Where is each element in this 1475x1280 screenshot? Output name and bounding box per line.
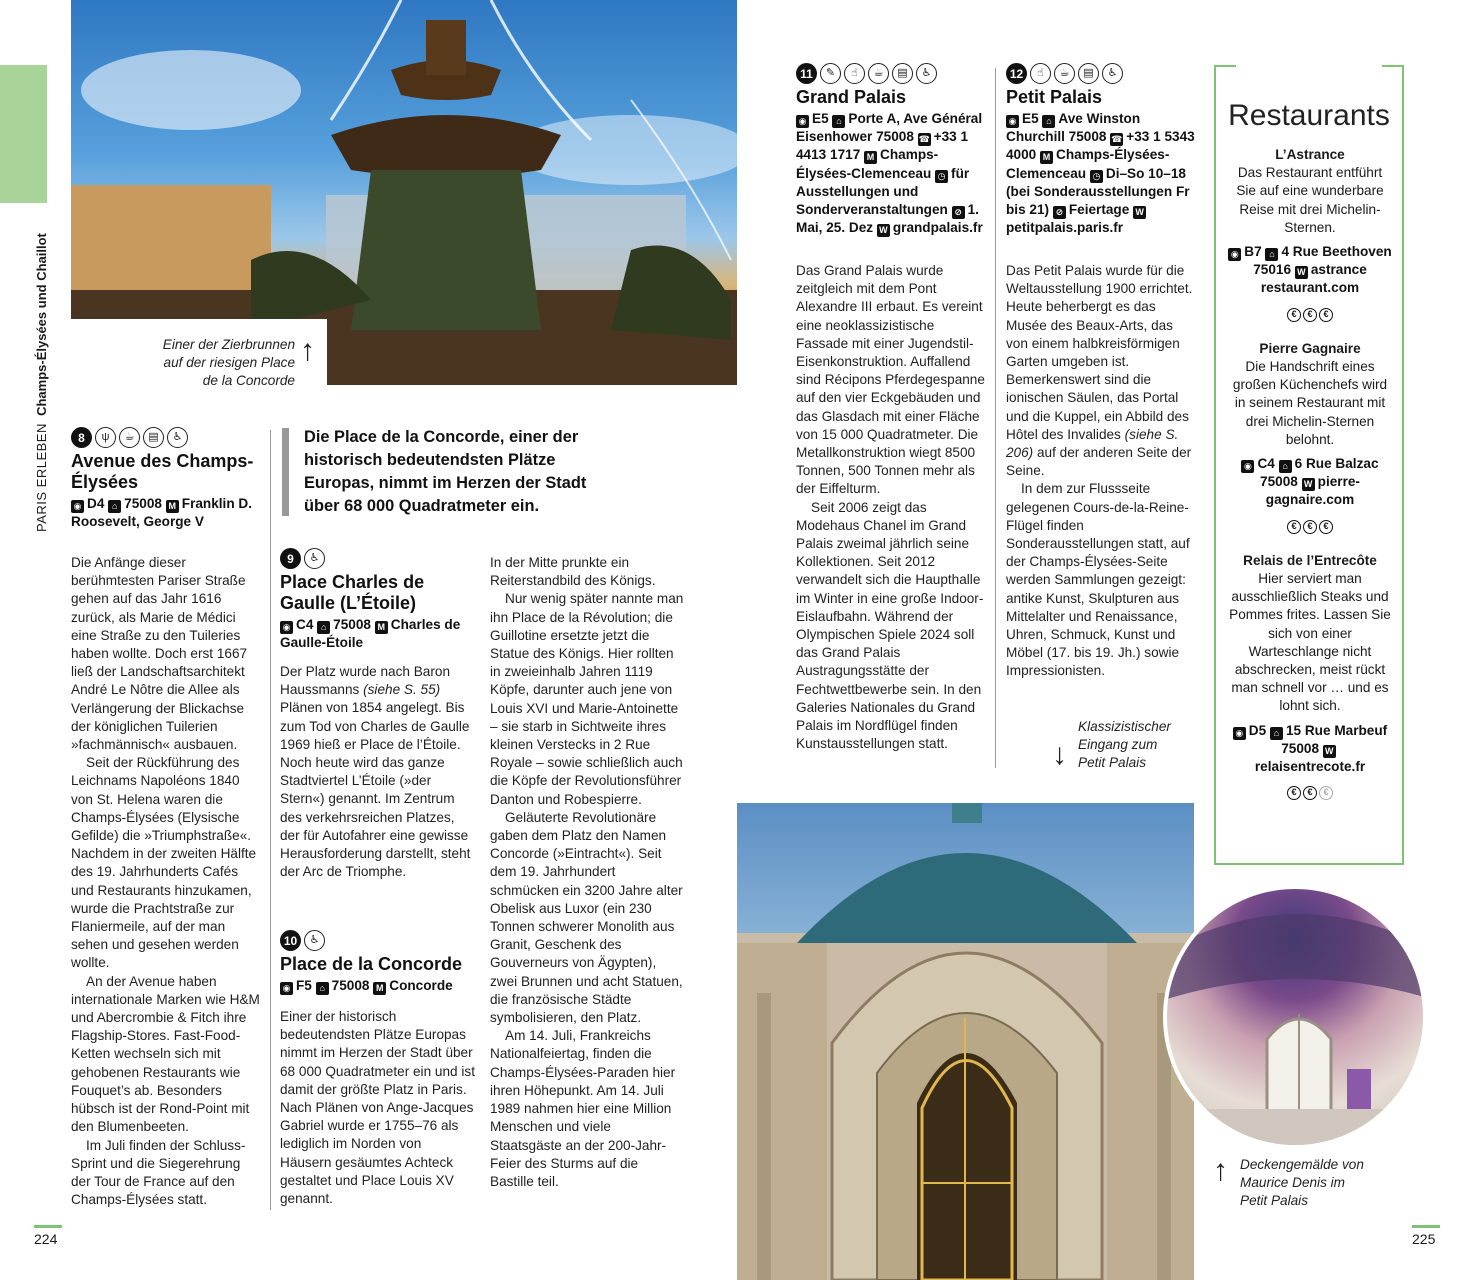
text: auf der anderen Seite der Seine.: [1006, 445, 1192, 479]
web-icon: W: [1133, 206, 1146, 219]
metro-icon: M: [375, 621, 388, 634]
website-link[interactable]: petitpalais.paris.fr: [1006, 220, 1124, 236]
entry-12-info: [1006, 110, 1196, 237]
shop-icon: ▤: [1078, 63, 1099, 84]
fountain-photo: [71, 0, 737, 385]
pullquote-bar: [282, 428, 289, 516]
address-icon: ⌂: [316, 982, 329, 995]
closed-days: Feiertage: [1068, 202, 1130, 218]
phone-icon: ☎: [918, 134, 930, 145]
entry-9: [280, 548, 475, 652]
page-number-right: 225: [1412, 1231, 1436, 1247]
spine-section: PARIS ERLEBEN: [34, 423, 49, 532]
map-pin-icon: ◉: [1228, 248, 1241, 261]
spine-chapter: Champs-Élysées und Chaillot: [34, 233, 49, 416]
entry-11-info: [796, 110, 986, 237]
up-arrow-icon: ↑: [300, 334, 315, 367]
cafe-icon: ☕: [868, 63, 889, 84]
clock-icon: ◷: [1090, 170, 1103, 183]
wheelchair-icon: ♿: [304, 548, 325, 569]
paragraph: Geläuterte Revolutionäre gaben dem Platz den Namen Concorde (»Eintracht«). Seit dem 19. Jahrhundert schmücken ein 3200 Jahre alter Obelisk aus Luxor (ein 230 Tonnen schwerer Monolith aus Granit, Geschenk des Gouverneurs von Ägypten), zwei Brunnen und acht Statuen, die französische Städte symbolisieren, den Platz.: [490, 809, 683, 1026]
paragraph: Die Anfänge dieser berühmtesten Pariser Straße gehen auf das Jahr 1616 zurück, als Marie de Médici eine Straße zu den Tuileries haben wollte. Doch erst 1667 ließ der Landschaftsarchitekt André Le Nôtre die Allee als Verlängerung der Blickachse der königlichen Tuilerien »fachmännisch« ausbauen.: [71, 555, 248, 753]
petit-palais-caption: Klassizistischer Eingang zum Petit Palais: [1078, 719, 1171, 771]
entry-9-icons: [280, 548, 475, 569]
restaurant-info: [1228, 722, 1392, 777]
paragraph: Nur wenig später nannte man ihn Place de la Révolution; die Guillotine ersetzte jetzt die Statue des Königs. Hier rollten in zweieinhalb Jahren 1119 Köpfe, darunter auch jene von Louis XVI und Marie-Antoinette – sie starb in Sichtweite ihres kleinen Verstecks in 2 Rue Royale – sowie schließlich auch die Köpfe der Revolutionsführer Danton und Robespierre.: [490, 591, 684, 807]
wheelchair-icon: ♿: [916, 63, 937, 84]
web-icon: W: [1302, 478, 1315, 491]
price-rating: [1228, 304, 1392, 322]
map-pin-icon: ◉: [796, 115, 809, 128]
address: 15 Rue Marbeuf 75008: [1281, 722, 1388, 756]
ticket-icon: ✎: [820, 63, 841, 84]
phone: +33 1 5343 4000: [1006, 129, 1195, 163]
paragraph: Im Juli finden der Schluss-Sprint und die Siegerehrung der Tour de France auf den Champs-Élysées statt.: [71, 1137, 246, 1208]
restaurant-name: Pierre Gagnaire: [1259, 340, 1361, 356]
website-link[interactable]: grandpalais.fr: [892, 220, 983, 236]
closed-icon: ⊘: [1053, 206, 1066, 219]
petit-palais-photo: [737, 803, 1194, 1280]
page-number-rule: [34, 1225, 62, 1228]
entry-11-body: [796, 262, 986, 753]
web-icon: W: [1323, 745, 1336, 758]
tour-icon: ☝: [844, 63, 865, 84]
price-euro-icon: €: [1303, 520, 1317, 534]
page-number-rule: [1412, 1225, 1440, 1228]
restaurant-description: Das Restaurant entführt Sie auf eine wunderbare Reise mit drei Michelin-Sternen.: [1236, 165, 1384, 235]
column-divider: [995, 68, 996, 768]
hours: Di–So 10–18 (bei Sonderausstellungen Fr bis 21): [1006, 165, 1190, 218]
entry-8: [71, 427, 261, 531]
ceiling-illustration: [1167, 889, 1427, 1149]
website-link[interactable]: relaisentrecote.fr: [1254, 759, 1366, 775]
entry-9-title: Place Charles de Gaulle (L’Étoile): [280, 572, 425, 613]
entry-9-body: [280, 663, 475, 881]
price-euro-icon: €: [1319, 786, 1333, 800]
entry-11-icons: [796, 63, 986, 84]
page-reference: (siehe S. 206): [1006, 426, 1179, 461]
entry-8-title: Avenue des Champs-Élysées: [71, 451, 254, 492]
map-pin-icon: ◉: [71, 500, 84, 513]
website-link[interactable]: astrance restaurant.com: [1260, 262, 1367, 296]
entry-number: 8: [71, 427, 92, 448]
map-pin-icon: ◉: [1006, 115, 1019, 128]
entry-9-info: [280, 616, 475, 652]
clock-icon: ◷: [935, 170, 948, 183]
restaurants-box-top-left: [1214, 65, 1236, 67]
price-euro-icon: €: [1303, 308, 1317, 322]
entry-number: 10: [280, 930, 301, 951]
shop-icon: ▤: [892, 63, 913, 84]
ceiling-caption: Deckengemälde von Maurice Denis im Petit Palais: [1240, 1157, 1364, 1209]
entry-8-icons: [71, 427, 261, 448]
web-icon: W: [877, 224, 890, 237]
grid-ref: F5: [296, 978, 312, 993]
price-euro-icon: €: [1303, 786, 1317, 800]
page-reference: (siehe S. 55): [363, 682, 441, 698]
restaurant-item: [1228, 146, 1392, 322]
paragraph: In der Mitte prunkte ein Reiterstandbild des Königs.: [490, 555, 656, 589]
text: Das Petit Palais wurde für die Weltausstellung 1900 errichtet. Heute beherbergt es das Musée des Beaux-Arts, das von einem halbkreisförmigen Garten umgeben ist. Bemerkenswert sind die ionischen Säulen, das Portal und die Kuppel, ein Abbild des Hôtel des Invalides: [1006, 263, 1193, 442]
restaurant-name: Relais de l’Entrecôte: [1243, 552, 1377, 568]
price-euro-icon: €: [1287, 520, 1301, 534]
grid-ref: B7: [1244, 244, 1262, 260]
entry-12-title: Petit Palais: [1006, 87, 1103, 107]
text: Plänen von 1854 angelegt. Bis zum Tod von Charles de Gaulle 1969 hieß er Place de l’Étoile. Noch heute wird das ganze Stadtviertel L’Étoile (»der Stern«) genannt. Im Zentrum des verkehrsreichen Platzes, der für Autofahrer eine gewisse Herausforderung darstellt, steht der Arc de Triomphe.: [280, 700, 471, 880]
pullquote: Die Place de la Concorde, einer der historisch bedeutendsten Plätze Europas, nimmt im Herzen der Stadt über 68 000 Quadratmeter ein.: [304, 428, 587, 515]
restaurant-info: [1228, 243, 1392, 298]
entry-8-info: [71, 495, 261, 531]
metro: Champs-Élysées-Clemenceau: [796, 147, 939, 181]
entry-12-body: [1006, 262, 1196, 681]
page-number-left: 224: [34, 1231, 58, 1247]
entry-10-body-continued: [490, 554, 685, 1191]
web-icon: W: [1295, 266, 1308, 279]
entry-number: 12: [1006, 63, 1027, 84]
entry-12-icons: [1006, 63, 1196, 84]
restaurant-icon: ψ: [95, 427, 116, 448]
wheelchair-icon: ♿: [1102, 63, 1123, 84]
hours: für Ausstellungen und Sonderveranstaltungen: [796, 165, 970, 218]
address: 75008: [124, 496, 162, 511]
grid-ref: E5: [812, 111, 829, 126]
address-icon: ⌂: [108, 500, 121, 513]
entry-10-icons: [280, 930, 475, 951]
paragraph: [280, 663, 475, 881]
address: Ave Winston Churchill 75008: [1006, 111, 1141, 145]
price-euro-icon: €: [1319, 520, 1333, 534]
address-icon: ⌂: [1270, 727, 1283, 740]
wheelchair-icon: ♿: [304, 930, 325, 951]
up-arrow-icon: ↑: [1213, 1154, 1228, 1187]
restaurant-item: [1228, 552, 1392, 801]
metro-icon: M: [373, 982, 386, 995]
entry-11-title: Grand Palais: [796, 87, 907, 107]
grid-ref: C4: [1257, 456, 1275, 472]
map-pin-icon: ◉: [1233, 727, 1246, 740]
down-arrow-icon: ↓: [1052, 738, 1067, 771]
paragraph: Einer der historisch bedeutendsten Plätze Europas nimmt im Herzen der Stadt über 68 000 Quadratmeter ein und ist damit der größte Platz in Paris. Nach Plänen von Ange-Jacques Gabriel wurde er 1755–76 als lediglich im Norden von Häusern gesäumtes Achteck gestaltet und Place Louis XV genannt.: [280, 1009, 475, 1207]
address-icon: ⌂: [1265, 248, 1278, 261]
closed-icon: ⊘: [952, 206, 965, 219]
entry-10-body: [280, 1008, 475, 1208]
entry-10-title: Place de la Concorde: [280, 954, 463, 974]
tour-icon: ☝: [1030, 63, 1051, 84]
paragraph: [1006, 262, 1196, 480]
phone: +33 1 4413 1717: [796, 129, 969, 163]
metro: Champs-Élysées-Clemenceau: [1006, 147, 1170, 181]
restaurant-description: Hier serviert man ausschließlich Steaks und Pommes frites. Lassen Sie sich von einer Warteschlange nicht abschrecken, meist rückt man schnell vor … und es lohnt sich.: [1229, 571, 1391, 714]
shop-icon: ▤: [143, 427, 164, 448]
paragraph: Seit der Rückführung des Leichnams Napoléons 1840 von St. Helena waren die Champs-Élysées (Elysische Gefilde) die »Triumphstraße«. Nachdem in der zweiten Hälfte des 19. Jahrhunderts Cafés und Restaurants hinzukamen, wurde die Prachtstraße zur Flaniermeile, auf der man sehen und gesehen werden wollte.: [71, 755, 257, 971]
map-pin-icon: ◉: [1241, 460, 1254, 473]
website-link[interactable]: pierre-gagnaire.com: [1265, 474, 1360, 508]
entry-11: [796, 63, 986, 237]
paragraph: Seit 2006 zeigt das Modehaus Chanel im Grand Palais zweimal jährlich seine Kollektionen. Seit 2012 verwandelt sich die Haupthalle im Winter in eine große Indoor-Eislaufbahn. Während der Olympischen Spiele 2024 soll das Grand Palais Austragungsstätte der Fechtwettbewerbe sein. In den Galeries Nationales du Grand Palais im Nordflügel finden Kunstausstellungen statt.: [796, 499, 984, 752]
address-icon: ⌂: [832, 115, 845, 128]
spine-label: [34, 233, 50, 532]
metro: Franklin D. Roosevelt, George V: [71, 496, 253, 530]
metro-icon: M: [864, 151, 877, 164]
address: 75008: [331, 978, 370, 993]
restaurant-list: [1228, 146, 1392, 801]
metro: Charles de Gaulle-Étoile: [280, 617, 461, 651]
map-pin-icon: ◉: [280, 621, 293, 634]
grid-ref: D4: [87, 496, 105, 511]
text: Der Platz wurde nach Baron Haussmanns: [280, 664, 451, 698]
grid-ref: E5: [1022, 111, 1039, 126]
restaurants-box-top-right: [1382, 65, 1404, 67]
portal-illustration: [737, 803, 1194, 1280]
price-euro-icon: €: [1287, 786, 1301, 800]
map-pin-icon: ◉: [280, 982, 293, 995]
paragraph: Das Grand Palais wurde zeitgleich mit dem Pont Alexandre III erbaut. Es vereint eine neoklassizistische Fassade mit einer Jugendstil-Eisenkonstruktion. Auffallend sind Récipons Pferdegespanne auf den vier Eckgebäuden und das Glasdach mit einer Fläche von 15 000 Quadratmeter. Die Metallkonstruktion wiegt 8500 Tonnen, 500 Tonnen mehr als der Eiffelturm.: [796, 263, 985, 497]
restaurant-description: Die Handschrift eines großen Küchenchefs wird in seinem Restaurant mit drei Michelin-Sternen belohnt.: [1232, 359, 1388, 447]
address-icon: ⌂: [1042, 115, 1055, 128]
address-icon: ⌂: [1279, 460, 1292, 473]
cafe-icon: ☕: [119, 427, 140, 448]
price-euro-icon: €: [1287, 308, 1301, 322]
restaurants-box-bottom: [1214, 863, 1404, 865]
price-rating: [1228, 782, 1392, 800]
wheelchair-icon: ♿: [167, 427, 188, 448]
restaurants-heading: Restaurants: [1228, 99, 1390, 132]
fountain-caption: Einer der Zierbrunnen auf der riesigen Place de la Concorde: [162, 337, 295, 389]
paragraph: An der Avenue haben internationale Marken wie H&M und Abercrombie & Fitch ihre Flagship-Stores. Fast-Food-Ketten wechseln sich mit gehobenen Restaurants wie Fouquet’s ab. Besonders hübsch ist der Rond-Point mit den Blumenbeeten.: [71, 973, 260, 1135]
price-rating: [1228, 516, 1392, 534]
address: 4 Rue Beethoven 75016: [1253, 244, 1392, 278]
entry-number: 11: [796, 63, 817, 84]
chapter-tab: [0, 65, 47, 203]
grid-ref: D5: [1248, 722, 1267, 738]
entry-8-body: [71, 554, 261, 1209]
address-icon: ⌂: [317, 621, 330, 634]
price-euro-icon: €: [1319, 308, 1333, 322]
entry-10-info: [280, 977, 475, 995]
restaurant-name: L’Astrance: [1275, 147, 1345, 162]
phone-icon: ☎: [1111, 134, 1123, 145]
paragraph: In dem zur Flussseite gelegenen Cours-de-la-Reine-Flügel finden Sonderausstellungen statt, auf der Champs-Élysées-Seite werden Sammlungen gezeigt: antike Kunst, Skulpturen aus Mittelalter und Renaissance, Uhren, Schmuck, Kunst und Möbel (17. bis 19. Jh.) sowie Impressionisten.: [1006, 481, 1190, 679]
address: 75008: [333, 617, 371, 632]
metro: Concorde: [389, 978, 453, 993]
address: Porte A, Ave Général Eisenhower 75008: [796, 111, 983, 145]
restaurant-item: [1228, 340, 1392, 534]
address: 6 Rue Balzac 75008: [1260, 456, 1379, 490]
paragraph: Am 14. Juli, Frankreichs Nationalfeiertag, finden die Champs-Élysées-Paraden hier ihren Höhepunkt. Am 14. Juli 1989 nahmen hier eine Million Menschen und viele Staatsgäste an der 200-Jahr-Feier des Sturms auf die Bastille teil.: [490, 1028, 676, 1189]
closed-days: 1. Mai, 25. Dez: [796, 202, 979, 236]
ceiling-photo: [1163, 885, 1427, 1149]
entry-number: 9: [280, 548, 301, 569]
entry-12: [1006, 63, 1196, 237]
grid-ref: C4: [296, 617, 314, 632]
cafe-icon: ☕: [1054, 63, 1075, 84]
metro-icon: M: [166, 500, 179, 513]
column-divider: [270, 430, 271, 1210]
restaurant-info: [1228, 455, 1392, 510]
entry-10: [280, 930, 475, 995]
metro-icon: M: [1040, 151, 1053, 164]
